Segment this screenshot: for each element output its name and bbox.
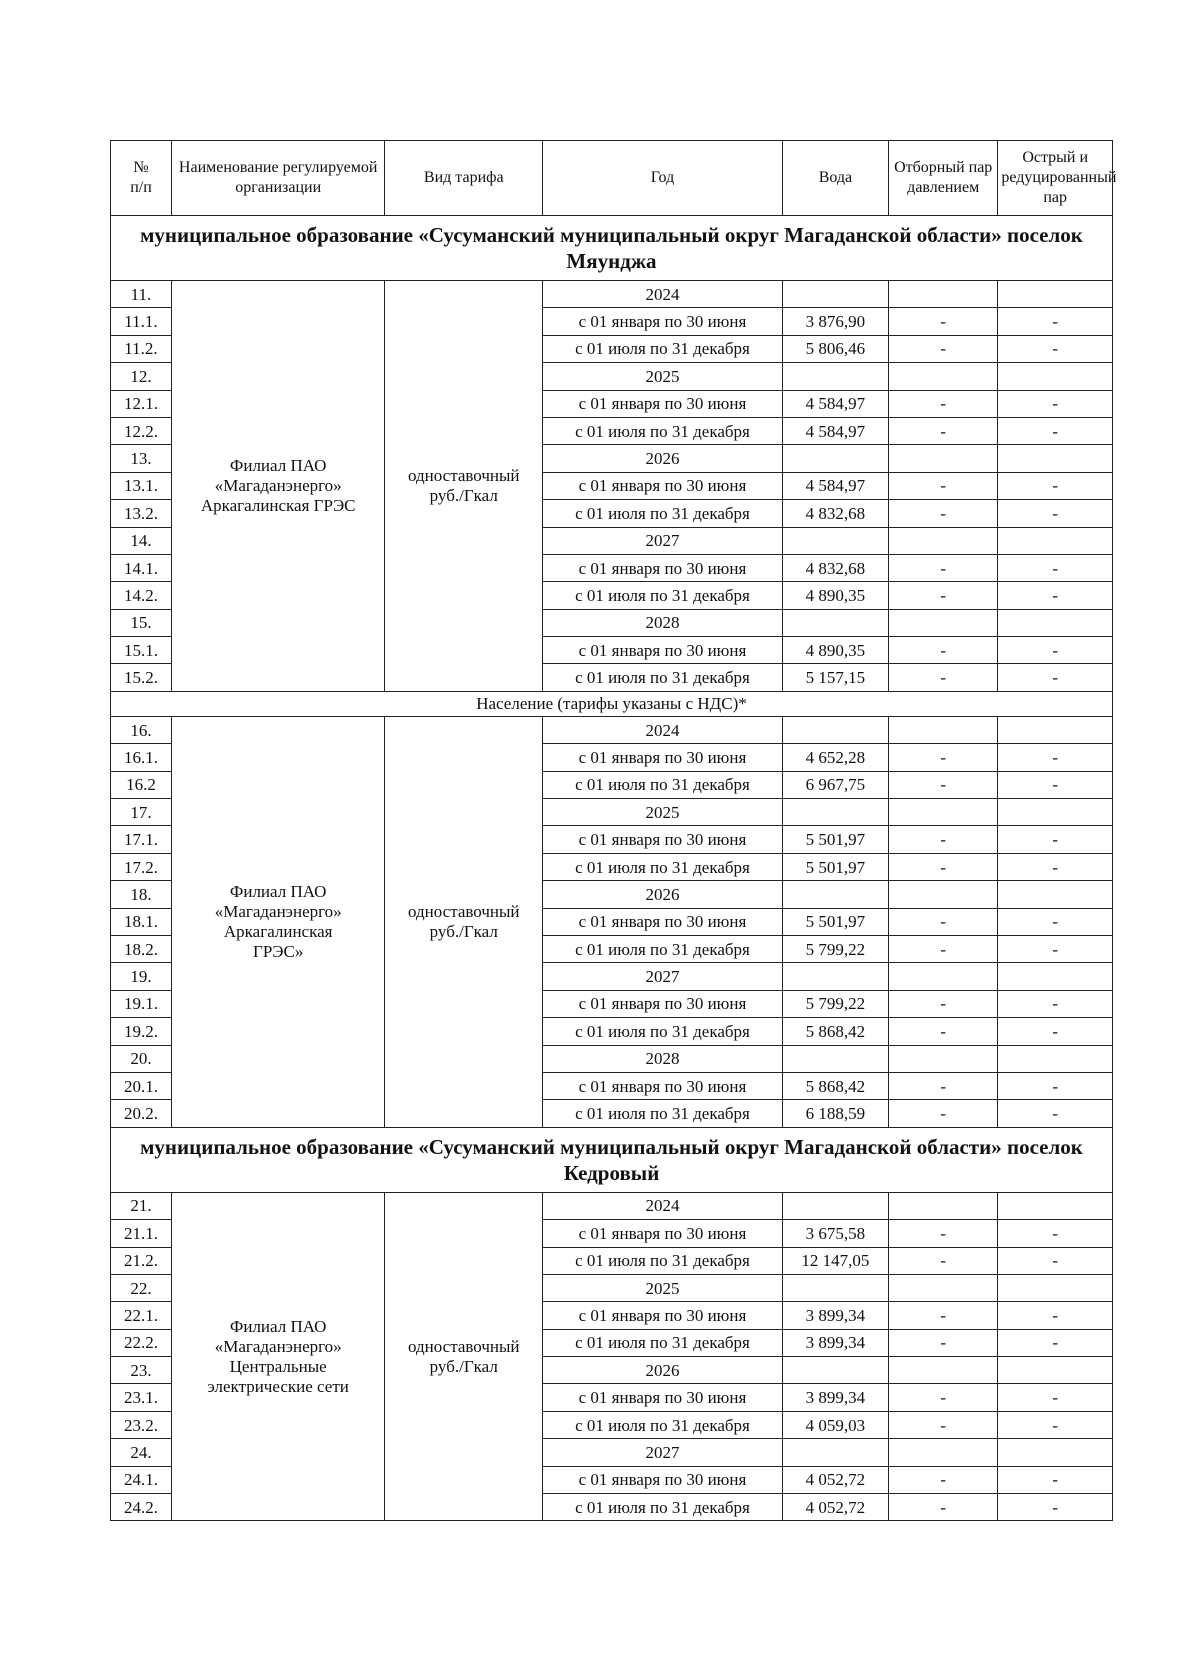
sharp-steam-tariff: - <box>998 1384 1113 1411</box>
selected-steam-tariff: - <box>889 1100 998 1127</box>
sharp-steam-tariff: - <box>998 664 1113 691</box>
sharp-steam-tariff <box>998 363 1113 390</box>
row-number: 19.2. <box>111 1018 172 1045</box>
sharp-steam-tariff: - <box>998 1072 1113 1099</box>
section-title-row <box>111 216 1113 281</box>
water-tariff <box>782 716 888 743</box>
water-tariff: 6 967,75 <box>782 771 888 798</box>
sharp-steam-tariff: - <box>998 637 1113 664</box>
sharp-steam-tariff: - <box>998 1220 1113 1247</box>
sharp-steam-tariff <box>998 799 1113 826</box>
water-tariff: 4 890,35 <box>782 582 888 609</box>
row-number: 17.2. <box>111 853 172 880</box>
row-number: 17. <box>111 799 172 826</box>
row-number: 23.1. <box>111 1384 172 1411</box>
water-tariff: 3 675,58 <box>782 1220 888 1247</box>
period: с 01 июля по 31 декабря <box>543 500 783 527</box>
selected-steam-tariff: - <box>889 417 998 444</box>
row-number: 23.2. <box>111 1411 172 1438</box>
row-number: 14. <box>111 527 172 554</box>
row-number: 13.1. <box>111 472 172 499</box>
row-number: 14.2. <box>111 582 172 609</box>
selected-steam-tariff: - <box>889 582 998 609</box>
period: с 01 июля по 31 декабря <box>543 417 783 444</box>
period: с 01 января по 30 июня <box>543 472 783 499</box>
period: с 01 июля по 31 декабря <box>543 1329 783 1356</box>
row-number: 21.2. <box>111 1247 172 1274</box>
period: с 01 января по 30 июня <box>543 1302 783 1329</box>
sharp-steam-tariff: - <box>998 472 1113 499</box>
period: с 01 января по 30 июня <box>543 390 783 417</box>
water-tariff <box>782 609 888 636</box>
water-tariff: 3 899,34 <box>782 1302 888 1329</box>
water-tariff <box>782 1357 888 1384</box>
selected-steam-tariff: - <box>889 664 998 691</box>
sharp-steam-tariff <box>998 881 1113 908</box>
water-tariff: 3 899,34 <box>782 1329 888 1356</box>
sharp-steam-tariff: - <box>998 990 1113 1017</box>
period: 2028 <box>543 609 783 636</box>
sharp-steam-tariff: - <box>998 826 1113 853</box>
water-tariff <box>782 527 888 554</box>
selected-steam-tariff <box>889 1192 998 1219</box>
selected-steam-tariff: - <box>889 554 998 581</box>
row-number: 18.2. <box>111 935 172 962</box>
period: 2024 <box>543 1192 783 1219</box>
water-tariff <box>782 363 888 390</box>
row-number: 11.1. <box>111 308 172 335</box>
selected-steam-tariff <box>889 1439 998 1466</box>
period: с 01 июля по 31 декабря <box>543 1018 783 1045</box>
row-number: 18. <box>111 881 172 908</box>
sharp-steam-tariff: - <box>998 771 1113 798</box>
selected-steam-tariff <box>889 881 998 908</box>
water-tariff: 4 052,72 <box>782 1494 888 1521</box>
selected-steam-tariff: - <box>889 853 998 880</box>
row-number: 11. <box>111 281 172 308</box>
selected-steam-tariff: - <box>889 1329 998 1356</box>
selected-steam-tariff <box>889 1274 998 1301</box>
row-number: 20.1. <box>111 1072 172 1099</box>
selected-steam-tariff: - <box>889 1466 998 1493</box>
selected-steam-tariff: - <box>889 1018 998 1045</box>
row-number: 23. <box>111 1357 172 1384</box>
sharp-steam-tariff <box>998 1192 1113 1219</box>
row-number: 24.2. <box>111 1494 172 1521</box>
sharp-steam-tariff <box>998 716 1113 743</box>
subsection-row <box>111 691 1113 716</box>
sharp-steam-tariff: - <box>998 1411 1113 1438</box>
sharp-steam-tariff: - <box>998 1494 1113 1521</box>
header-num: № п/п <box>111 141 172 216</box>
selected-steam-tariff: - <box>889 990 998 1017</box>
tariff-table <box>110 140 1117 1521</box>
sharp-steam-tariff: - <box>998 744 1113 771</box>
header-water: Вода <box>782 141 888 216</box>
selected-steam-tariff: - <box>889 908 998 935</box>
period: 2026 <box>543 1357 783 1384</box>
selected-steam-tariff: - <box>889 1494 998 1521</box>
period: с 01 июля по 31 декабря <box>543 335 783 362</box>
selected-steam-tariff: - <box>889 744 998 771</box>
organization-name <box>171 1192 384 1521</box>
tariff-kind <box>385 281 543 692</box>
period: 2027 <box>543 1439 783 1466</box>
selected-steam-tariff: - <box>889 826 998 853</box>
table-row <box>111 716 1113 743</box>
selected-steam-tariff <box>889 1357 998 1384</box>
water-tariff <box>782 1045 888 1072</box>
sharp-steam-tariff <box>998 281 1113 308</box>
water-tariff <box>782 799 888 826</box>
row-number: 16. <box>111 716 172 743</box>
row-number: 18.1. <box>111 908 172 935</box>
selected-steam-tariff: - <box>889 1247 998 1274</box>
water-tariff: 3 876,90 <box>782 308 888 335</box>
period: с 01 июля по 31 декабря <box>543 1247 783 1274</box>
row-number: 24.1. <box>111 1466 172 1493</box>
row-number: 17.1. <box>111 826 172 853</box>
header-org: Наименование регулируемой организации <box>171 141 384 216</box>
selected-steam-tariff <box>889 716 998 743</box>
period: с 01 января по 30 июня <box>543 990 783 1017</box>
period: 2024 <box>543 281 783 308</box>
sharp-steam-tariff: - <box>998 500 1113 527</box>
period: 2027 <box>543 963 783 990</box>
period: с 01 января по 30 июня <box>543 554 783 581</box>
water-tariff <box>782 281 888 308</box>
period: 2025 <box>543 1274 783 1301</box>
header-year: Год <box>543 141 783 216</box>
period: 2028 <box>543 1045 783 1072</box>
period: 2027 <box>543 527 783 554</box>
header-steam-selected: Отборный пар давлением <box>889 141 998 216</box>
period: с 01 июля по 31 декабря <box>543 935 783 962</box>
sharp-steam-tariff <box>998 963 1113 990</box>
sharp-steam-tariff <box>998 445 1113 472</box>
row-number: 12.1. <box>111 390 172 417</box>
period: с 01 января по 30 июня <box>543 908 783 935</box>
water-tariff: 4 584,97 <box>782 390 888 417</box>
sharp-steam-tariff: - <box>998 582 1113 609</box>
table-row <box>111 1192 1113 1219</box>
period: 2026 <box>543 445 783 472</box>
organization-name <box>171 281 384 692</box>
selected-steam-tariff: - <box>889 500 998 527</box>
selected-steam-tariff <box>889 527 998 554</box>
selected-steam-tariff: - <box>889 390 998 417</box>
row-number: 20. <box>111 1045 172 1072</box>
sharp-steam-tariff <box>998 1357 1113 1384</box>
row-number: 19.1. <box>111 990 172 1017</box>
row-number: 21.1. <box>111 1220 172 1247</box>
row-number: 12.2. <box>111 417 172 444</box>
water-tariff <box>782 445 888 472</box>
sharp-steam-tariff: - <box>998 417 1113 444</box>
selected-steam-tariff: - <box>889 1302 998 1329</box>
row-number: 22.1. <box>111 1302 172 1329</box>
organization-name-text: Филиал ПАО «Магаданэнерго» Центральные электрические сети <box>207 1316 349 1396</box>
period: с 01 июля по 31 декабря <box>543 664 783 691</box>
selected-steam-tariff: - <box>889 1220 998 1247</box>
period: с 01 января по 30 июня <box>543 308 783 335</box>
water-tariff: 12 147,05 <box>782 1247 888 1274</box>
tariff-kind <box>385 716 543 1127</box>
row-number: 22.2. <box>111 1329 172 1356</box>
section-title: муниципальное образование «Сусуманский муниципальный округ Магаданской области» поселок Кедровый <box>111 1127 1113 1192</box>
period: с 01 июля по 31 декабря <box>543 1494 783 1521</box>
selected-steam-tariff: - <box>889 472 998 499</box>
section-title: муниципальное образование «Сусуманский муниципальный округ Магаданской области» поселок Мяунджа <box>111 216 1113 281</box>
sharp-steam-tariff: - <box>998 853 1113 880</box>
water-tariff: 5 868,42 <box>782 1018 888 1045</box>
water-tariff: 4 052,72 <box>782 1466 888 1493</box>
sharp-steam-tariff: - <box>998 1018 1113 1045</box>
water-tariff: 6 188,59 <box>782 1100 888 1127</box>
organization-name <box>171 716 384 1127</box>
water-tariff: 5 799,22 <box>782 935 888 962</box>
period: с 01 января по 30 июня <box>543 744 783 771</box>
period: 2026 <box>543 881 783 908</box>
row-number: 12. <box>111 363 172 390</box>
sharp-steam-tariff: - <box>998 308 1113 335</box>
water-tariff: 4 890,35 <box>782 637 888 664</box>
selected-steam-tariff <box>889 363 998 390</box>
header-kind: Вид тарифа <box>385 141 543 216</box>
table-body <box>111 216 1113 1521</box>
water-tariff: 4 584,97 <box>782 417 888 444</box>
row-number: 14.1. <box>111 554 172 581</box>
water-tariff: 5 501,97 <box>782 853 888 880</box>
water-tariff: 4 652,28 <box>782 744 888 771</box>
period: 2024 <box>543 716 783 743</box>
sharp-steam-tariff: - <box>998 1100 1113 1127</box>
row-number: 15. <box>111 609 172 636</box>
row-number: 16.1. <box>111 744 172 771</box>
period: с 01 января по 30 июня <box>543 1466 783 1493</box>
selected-steam-tariff: - <box>889 1072 998 1099</box>
selected-steam-tariff <box>889 609 998 636</box>
selected-steam-tariff <box>889 1045 998 1072</box>
row-number: 21. <box>111 1192 172 1219</box>
water-tariff <box>782 1439 888 1466</box>
row-number: 20.2. <box>111 1100 172 1127</box>
water-tariff: 4 584,97 <box>782 472 888 499</box>
selected-steam-tariff: - <box>889 1411 998 1438</box>
water-tariff: 5 799,22 <box>782 990 888 1017</box>
water-tariff: 5 157,15 <box>782 664 888 691</box>
sharp-steam-tariff <box>998 609 1113 636</box>
table-header-row <box>111 141 1113 216</box>
sharp-steam-tariff <box>998 1045 1113 1072</box>
selected-steam-tariff: - <box>889 771 998 798</box>
sharp-steam-tariff: - <box>998 1329 1113 1356</box>
selected-steam-tariff <box>889 281 998 308</box>
selected-steam-tariff <box>889 799 998 826</box>
sharp-steam-tariff: - <box>998 1247 1113 1274</box>
sharp-steam-tariff: - <box>998 390 1113 417</box>
selected-steam-tariff: - <box>889 308 998 335</box>
water-tariff <box>782 1274 888 1301</box>
row-number: 15.1. <box>111 637 172 664</box>
period: с 01 июля по 31 декабря <box>543 1411 783 1438</box>
water-tariff: 4 832,68 <box>782 554 888 581</box>
water-tariff: 4 832,68 <box>782 500 888 527</box>
sharp-steam-tariff: - <box>998 335 1113 362</box>
row-number: 22. <box>111 1274 172 1301</box>
row-number: 24. <box>111 1439 172 1466</box>
sharp-steam-tariff <box>998 1439 1113 1466</box>
water-tariff <box>782 963 888 990</box>
water-tariff <box>782 881 888 908</box>
selected-steam-tariff: - <box>889 1384 998 1411</box>
period: 2025 <box>543 799 783 826</box>
sharp-steam-tariff: - <box>998 554 1113 581</box>
water-tariff: 5 501,97 <box>782 826 888 853</box>
sharp-steam-tariff: - <box>998 1302 1113 1329</box>
water-tariff: 3 899,34 <box>782 1384 888 1411</box>
tariff-kind <box>385 1192 543 1521</box>
water-tariff: 5 501,97 <box>782 908 888 935</box>
sharp-steam-tariff: - <box>998 1466 1113 1493</box>
selected-steam-tariff: - <box>889 935 998 962</box>
water-tariff: 5 806,46 <box>782 335 888 362</box>
period: с 01 июля по 31 декабря <box>543 853 783 880</box>
period: с 01 июля по 31 декабря <box>543 771 783 798</box>
selected-steam-tariff <box>889 445 998 472</box>
tariff-kind-text: одноставочный руб./Гкал <box>407 465 520 505</box>
sharp-steam-tariff <box>998 1274 1113 1301</box>
period: с 01 января по 30 июня <box>543 826 783 853</box>
tariff-kind-text: одноставочный руб./Гкал <box>407 1336 520 1376</box>
selected-steam-tariff <box>889 963 998 990</box>
water-tariff: 5 868,42 <box>782 1072 888 1099</box>
row-number: 15.2. <box>111 664 172 691</box>
period: с 01 июля по 31 декабря <box>543 582 783 609</box>
row-number: 13. <box>111 445 172 472</box>
period: с 01 января по 30 июня <box>543 637 783 664</box>
sharp-steam-tariff <box>998 527 1113 554</box>
period: с 01 января по 30 июня <box>543 1072 783 1099</box>
selected-steam-tariff: - <box>889 335 998 362</box>
row-number: 16.2 <box>111 771 172 798</box>
period: с 01 января по 30 июня <box>543 1220 783 1247</box>
table-row <box>111 281 1113 308</box>
water-tariff <box>782 1192 888 1219</box>
section-title-row <box>111 1127 1113 1192</box>
subsection-title: Население (тарифы указаны с НДС)* <box>111 691 1113 716</box>
water-tariff: 4 059,03 <box>782 1411 888 1438</box>
selected-steam-tariff: - <box>889 637 998 664</box>
row-number: 11.2. <box>111 335 172 362</box>
row-number: 19. <box>111 963 172 990</box>
organization-name-text: Филиал ПАО «Магаданэнерго» Аркагалинская ГРЭС <box>200 455 356 515</box>
sharp-steam-tariff: - <box>998 908 1113 935</box>
tariff-kind-text: одноставочный руб./Гкал <box>407 901 520 941</box>
organization-name-text: Филиал ПАО «Магаданэнерго» Аркагалинская ГРЭС» <box>214 881 342 961</box>
period: 2025 <box>543 363 783 390</box>
sharp-steam-tariff: - <box>998 935 1113 962</box>
header-steam-sharp: Острый и редуцированный пар <box>998 141 1113 216</box>
period: с 01 января по 30 июня <box>543 1384 783 1411</box>
period: с 01 июля по 31 декабря <box>543 1100 783 1127</box>
row-number: 13.2. <box>111 500 172 527</box>
